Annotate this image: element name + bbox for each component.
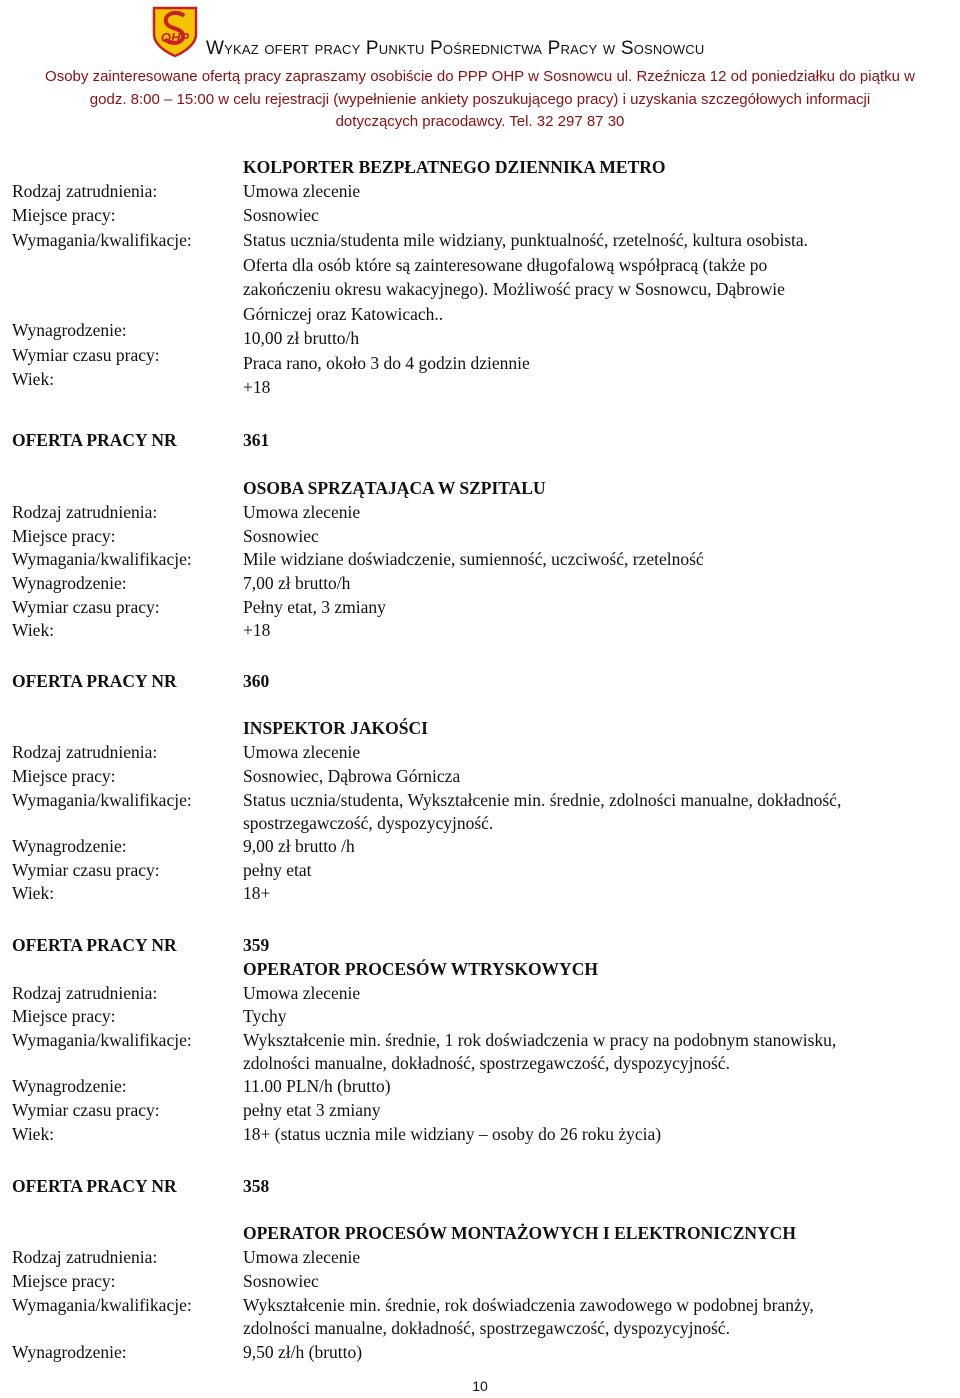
requirements-line: Status ucznia/studenta mile widziany, punktualność, rzetelność, kultura osobista. [243, 230, 809, 250]
requirements-line: zdolności manualne, dokładność, spostrzegawczość, dyspozycyjność. [243, 1053, 730, 1073]
workplace-value: Sosnowiec [243, 526, 319, 546]
age-value: +18 [243, 620, 271, 640]
requirements-line: Wykształcenie min. średnie, 1 rok doświadczenia w pracy na podobnym stanowisku, [243, 1030, 837, 1050]
offer-title: OPERATOR PROCESÓW MONTAŻOWYCH I ELEKTRONICZNYCH [243, 1223, 796, 1243]
header-line-3: dotyczących pracodawcy. Tel. 32 297 87 30 [335, 113, 625, 130]
offer-number: 360 [243, 671, 270, 691]
label-salary: Wynagrodzenie: [12, 573, 127, 593]
label-working-hours: Wymiar czasu pracy: [12, 1100, 160, 1120]
label-age: Wiek: [12, 620, 55, 640]
label-age: Wiek: [12, 1124, 55, 1144]
offer-title: KOLPORTER BEZPŁATNEGO DZIENNIKA METRO [243, 157, 666, 177]
label-working-hours: Wymiar czasu pracy: [12, 860, 160, 880]
label-working-hours: Wymiar czasu pracy: [12, 597, 160, 617]
employment-type-value: Umowa zlecenie [243, 181, 361, 201]
offer-title: INSPEKTOR JAKOŚCI [243, 718, 428, 738]
label-employment-type: Rodzaj zatrudnienia: [12, 1247, 158, 1267]
label-employment-type: Rodzaj zatrudnienia: [12, 502, 158, 522]
label-workplace: Miejsce pracy: [12, 205, 116, 225]
label-requirements: Wymagania/kwalifikacje: [12, 1030, 192, 1050]
employment-type-value: Umowa zlecenie [243, 1247, 361, 1267]
salary-value: 9,00 zł brutto /h [243, 836, 355, 856]
label-workplace: Miejsce pracy: [12, 1271, 116, 1291]
age-value: 18+ [243, 883, 271, 903]
svg-text:OHP: OHP [160, 30, 190, 45]
salary-value: 10,00 zł brutto/h [243, 328, 360, 348]
page-number: 10 [472, 1378, 488, 1394]
working-hours-value: pełny etat [243, 860, 312, 880]
label-salary: Wynagrodzenie: [12, 1342, 127, 1362]
age-value: +18 [243, 377, 271, 397]
label-workplace: Miejsce pracy: [12, 766, 116, 786]
header-title: Wykaz ofert pracy Punktu Pośrednictwa Pracy w Sosnowcu [206, 38, 705, 59]
workplace-value: Sosnowiec, Dąbrowa Górnicza [243, 766, 461, 786]
ohp-logo [148, 4, 202, 58]
label-employment-type: Rodzaj zatrudnienia: [12, 742, 158, 762]
label-salary: Wynagrodzenie: [12, 320, 127, 340]
label-employment-type: Rodzaj zatrudnienia: [12, 181, 158, 201]
requirements-line: Wykształcenie min. średnie, rok doświadczenia zawodowego w podobnej branży, [243, 1295, 814, 1315]
label-workplace: Miejsce pracy: [12, 526, 116, 546]
employment-type-value: Umowa zlecenie [243, 742, 361, 762]
salary-value: 7,00 zł brutto/h [243, 573, 351, 593]
working-hours-value: Pełny etat, 3 zmiany [243, 597, 386, 617]
label-employment-type: Rodzaj zatrudnienia: [12, 983, 158, 1003]
label-requirements: Wymagania/kwalifikacje: [12, 549, 192, 569]
workplace-value: Sosnowiec [243, 205, 319, 225]
requirements-line: Górniczej oraz Katowicach.. [243, 304, 444, 324]
label-salary: Wynagrodzenie: [12, 836, 127, 856]
salary-value: 11.00 PLN/h (brutto) [243, 1076, 391, 1096]
offer-number-label: OFERTA PRACY NR [12, 430, 177, 450]
offer-number: 361 [243, 430, 270, 450]
label-working-hours: Wymiar czasu pracy: [12, 345, 160, 365]
age-value: 18+ (status ucznia mile widziany – osoby do 26 roku życia) [243, 1124, 662, 1144]
offer-number: 358 [243, 1176, 270, 1196]
offer-number-label: OFERTA PRACY NR [12, 1176, 177, 1196]
workplace-value: Sosnowiec [243, 1271, 319, 1291]
offer-title: OPERATOR PROCESÓW WTRYSKOWYCH [243, 959, 598, 979]
label-requirements: Wymagania/kwalifikacje: [12, 1295, 192, 1315]
label-requirements: Wymagania/kwalifikacje: [12, 790, 192, 810]
employment-type-value: Umowa zlecenie [243, 502, 361, 522]
employment-type-value: Umowa zlecenie [243, 983, 361, 1003]
workplace-value: Tychy [243, 1006, 287, 1026]
label-salary: Wynagrodzenie: [12, 1076, 127, 1096]
offer-number-label: OFERTA PRACY NR [12, 935, 177, 955]
header-line-2: godz. 8:00 – 15:00 w celu rejestracji (wypełnienie ankiety poszukującego pracy) i uzyskania szczegółowych informacji [89, 91, 871, 108]
label-requirements: Wymagania/kwalifikacje: [12, 230, 192, 250]
label-age: Wiek: [12, 883, 55, 903]
requirements-line: zdolności manualne, dokładność, spostrzegawczość, dyspozycyjność. [243, 1318, 730, 1338]
offer-number-label: OFERTA PRACY NR [12, 671, 177, 691]
requirements-line: Oferta dla osób które są zainteresowane długofalową współpracą (także po [243, 255, 768, 275]
working-hours-value: pełny etat 3 zmiany [243, 1100, 381, 1120]
offer-number: 359 [243, 935, 270, 955]
header-line-1: Osoby zainteresowane ofertą pracy zapraszamy osobiście do PPP OHP w Sosnowcu ul. Rzeźnicza 12 od poniedziałku do piątku w [45, 68, 915, 85]
salary-value: 9,50 zł/h (brutto) [243, 1342, 363, 1362]
working-hours-value: Praca rano, około 3 do 4 godzin dziennie [243, 353, 530, 373]
offer-title: OSOBA SPRZĄTAJĄCA W SZPITALU [243, 478, 546, 498]
requirements-line: Status ucznia/studenta, Wykształcenie min. średnie, zdolności manualne, dokładność, [243, 790, 842, 810]
requirements-line: zakończeniu okresu wakacyjnego). Możliwość pracy w Sosnowcu, Dąbrowie [243, 279, 785, 299]
requirements-line: spostrzegawczość, dyspozycyjność. [243, 813, 494, 833]
label-workplace: Miejsce pracy: [12, 1006, 116, 1026]
requirements-line: Mile widziane doświadczenie, sumienność, uczciwość, rzetelność [243, 549, 704, 569]
label-age: Wiek: [12, 369, 55, 389]
